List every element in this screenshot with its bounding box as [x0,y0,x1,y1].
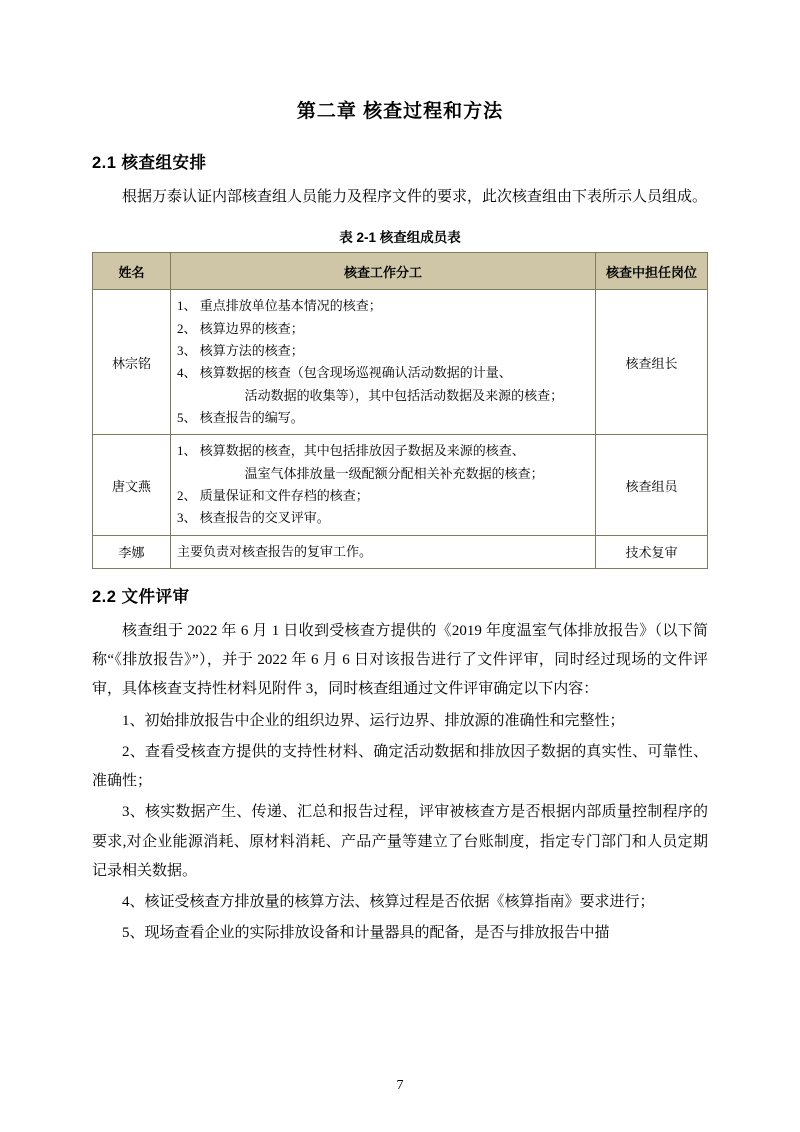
task-list [177,440,589,529]
section-2-1-paragraph: 根据万泰认证内部核查组人员能力及程序文件的要求，此次核查组由下表所示人员组成。 [122,189,708,205]
table-caption: 表 2-1 核查组成员表 [339,230,461,246]
section-2-2-paragraph-5: 4、核证受核查方排放量的核算方法、核算过程是否依据《核算指南》要求进行； [122,894,655,911]
list-item-text: 4、 核算数据的核查（包含现场巡视确认活动数据的计量、 [177,365,512,381]
column-header-name: 姓名 [93,253,171,290]
section-2-2-paragraph-2: 1、初始排放报告中企业的组织边界、运行边界、排放源的准确性和完整性； [122,712,625,729]
cell-role: 技术复审 [596,535,708,568]
section-2-2-paragraph-1: 核查组于 2022 年 6 月 1 日收到受核查方提供的《2019 年度温室气体排放报告》（以下简称“《排放报告》”），并于 2022 年 6 月 6 日对该报告进行了文件评审，同时经过现场的文件评审，具体核查支持性材料见附件 3，同时核查组通过文件评审确定以下内容： [92,622,708,698]
list-item-continuation: 温室气体排放量一级配额分配相关补充数据的核查； [244,465,544,481]
column-header-role: 核查中担任岗位 [596,253,708,290]
cell-name: 唐文燕 [93,435,171,535]
cell-name: 林宗铭 [93,290,171,435]
section-2-2-paragraph-3: 2、查看受核查方提供的支持性材料、确定活动数据和排放因子数据的真实性、可靠性、准确性； [92,743,708,790]
cell-name: 李娜 [93,535,171,568]
table-row [93,290,708,435]
cell-tasks [171,435,596,535]
table-row [93,435,708,535]
table-header-row [93,253,708,290]
task-list [177,295,589,429]
page-number: 7 [396,1078,404,1093]
cell-role: 核查组长 [596,290,708,435]
list-item: 3、 核算方法的核查； [177,342,304,358]
page-title: 第二章 核查过程和方法 [296,101,504,122]
list-item [177,440,589,485]
cell-tasks [171,290,596,435]
section-2-2-paragraph-6: 5、现场查看企业的实际排放设备和计量器具的配备，是否与排放报告中描 [122,925,610,942]
list-item: 3、 核查报告的交叉评审。 [177,510,330,526]
column-header-tasks: 核查工作分工 [171,253,596,290]
section-heading-2-2: 2.2 文件评审 [92,587,190,606]
list-item [177,362,589,407]
cell-role: 核查组员 [596,435,708,535]
list-item: 2、 核算边界的核查； [177,320,304,336]
list-item-text: 1、 核算数据的核查，其中包括排放因子数据及来源的核查、 [177,443,525,459]
section-heading-2-1: 2.1 核查组安排 [92,154,207,172]
section-2-2-paragraph-4: 3、核实数据产生、传递、汇总和报告过程，评审被核查方是否根据内部质量控制程序的要求,对企业能源消耗、原材料消耗、产品产量等建立了台账制度，指定专门部门和人员定期记录相关数据。 [92,804,708,879]
list-item: 1、 重点排放单位基本情况的核查； [177,298,382,314]
table-row [93,535,708,568]
list-item: 5、 核查报告的编写。 [177,410,304,426]
audit-team-table [92,252,708,569]
cell-tasks: 主要负责对核查报告的复审工作。 [171,535,596,568]
list-item: 2、 质量保证和文件存档的核查； [177,488,369,504]
list-item-continuation: 活动数据的收集等），其中包括活动数据及来源的核查； [244,387,564,403]
